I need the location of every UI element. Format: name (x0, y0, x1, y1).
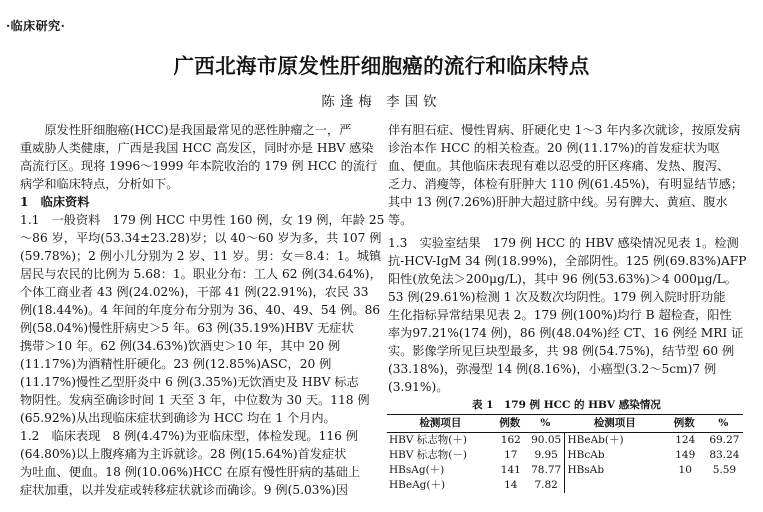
column-header: 检测项目 (387, 415, 494, 433)
paragraph-line: 为吐血、便血。18 例(10.06%)HCC 在原有慢性肝病的基础上 (20, 465, 361, 479)
paragraph-line: 原发性肝细胞癌(HCC)是我国最常见的恶性肿瘤之一，严 (20, 123, 352, 137)
table-cell: HBeAb(＋) (565, 433, 665, 449)
table-cell: 5.59 (712, 464, 737, 476)
column-header: % (526, 415, 565, 433)
table-cell: 69.27 (709, 434, 740, 446)
table-cell: 10 (678, 464, 692, 476)
table-header-row (387, 415, 743, 433)
table-cell: 14 (504, 479, 518, 491)
column-header: 例数 (665, 415, 704, 433)
paragraph-line: 例(58.04%)慢性肝病史＞5 年。63 例(35.19%)HBV 无症状 (20, 321, 354, 335)
table-row (387, 433, 743, 449)
column-header: 检测项目 (565, 415, 665, 433)
paragraph-line: 1.2 临床表现 8 例(4.47%)为亚临床型，体检发现。116 例 (20, 429, 358, 443)
paragraph-line: (64.80%)以上腹疼痛为主诉就诊。28 例(15.64%)首发症状 (20, 447, 347, 461)
paragraph-line: 例(18.44%)。4 年间的年度分布分别为 36、40、49、54 例。86 (20, 303, 381, 317)
paragraph-line: 物阴性。发病至确诊时间 1 天至 3 年，中位数为 30 天。118 例 (20, 393, 370, 407)
table-cell (565, 478, 665, 493)
article-title: 广西北海市原发性肝细胞癌的流行和临床特点 (173, 54, 590, 78)
paragraph-line: (59.78%)；2 例小儿分别为 2 岁、11 岁。男：女＝8.4：1。城镇 (20, 249, 382, 263)
paragraph-line: 个体工商业者 43 例(24.02%)，干部 41 例(22.91%)，农民 33 (20, 285, 369, 299)
paragraph-line: 高流行区。现将 1996～1999 年本院收治的 179 例 HCC 的流行 (20, 159, 378, 173)
paragraph-line: 抗-HCV-IgM 34 例(18.99%)，全部阴性。125 例(69.83%)AFP (388, 254, 747, 268)
paragraph-line: 症状加重，以并发症或转移症状就诊而确诊。9 例(5.03%)因 (20, 483, 348, 497)
table-cell: 149 (675, 449, 696, 461)
table-cell: 90.05 (531, 434, 562, 446)
paragraph-line: 53 例(29.61%)检测 1 次及数次均阴性。179 例入院时肝功能 (388, 290, 726, 304)
table-cell: HBV 标志物(－) (389, 449, 467, 461)
paragraph-line: 等。 (388, 213, 413, 227)
paragraph-line: (11.17%)慢性乙型肝炎中 6 例(3.35%)无饮酒史及 HBV 标志 (20, 375, 359, 389)
paragraph-line: 居民与农民的比例为 5.68：1。职业分布：工人 62 例(34.64%)， (20, 267, 382, 281)
paragraph-line: 携带＞10 年。62 例(34.63%)饮酒史＞10 年，其中 20 例 (20, 339, 341, 353)
paragraph-line: 生化指标异常结果见表 2。179 例(100%)均行 B 超检查，阳性 (388, 308, 732, 322)
table-cell: HBV 标志物(＋) (389, 434, 467, 446)
table-cell: 162 (500, 434, 521, 446)
table-cell: 83.24 (709, 449, 740, 461)
table-cell: HBsAg(＋) (389, 464, 445, 476)
column-header: 例数 (494, 415, 526, 433)
paragraph-line: 乏力、消瘦等，体检有肝肿大 110 例(61.45%)，有明显结节感； (388, 177, 744, 191)
section-heading: 1 临床资料 (20, 195, 90, 209)
table-cell: HBcAb (565, 448, 665, 463)
table-row (387, 463, 743, 478)
table-cell: HBsAb (565, 463, 665, 478)
table-cell: 78.77 (531, 464, 562, 476)
paragraph-line: (65.92%)从出现临床症状到确诊为 HCC 均在 1 个月内。 (20, 411, 336, 425)
paragraph-line: (11.17%)为酒精性肝硬化。23 例(12.85%)ASC，20 例 (20, 357, 332, 371)
paragraph-line: ～86 岁，平均(53.34±23.28)岁；以 40～60 岁为多，共 107 例 (20, 231, 382, 245)
hbv-infection-table (387, 414, 743, 493)
table-cell: HBeAg(＋) (389, 479, 446, 491)
paragraph-line: 1.3 实验室结果 179 例 HCC 的 HBV 感染情况见表 1。检测 (388, 236, 739, 250)
paragraph-line: 其中 13 例(7.26%)肝肿大超过脐中线。另有脾大、黄疸、腹水 (388, 195, 728, 209)
paragraph-line: 1.1 一般资料 179 例 HCC 中男性 160 例，女 19 例，年龄 25 (20, 213, 385, 227)
section-tag: ·临床研究· (6, 19, 66, 33)
table-cell: 9.95 (534, 449, 558, 461)
table-caption: 表 1 179 例 HCC 的 HBV 感染情况 (472, 399, 661, 411)
paragraph-line: 伴有胆石症、慢性胃病、肝硬化史 1～3 年内多次就诊，按原发病 (388, 123, 741, 137)
table-row (387, 448, 743, 463)
paragraph-line: 率为97.21%(174 例)，86 例(48.04%)经 CT、16 例经 MRI 证 (388, 326, 744, 340)
paragraph-line: 重威胁人类健康，广西是我国 HCC 高发区，同时亦是 HBV 感染 (20, 141, 374, 155)
table-row (387, 478, 743, 493)
paragraph-line: 诊治本作 HCC 的相关检查。20 例(11.17%)的首发症状为呕 (388, 141, 720, 155)
table-cell: 124 (675, 434, 696, 446)
table-cell: 7.82 (534, 479, 558, 491)
table-cell (665, 478, 704, 493)
paragraph-line: 实。影像学所见巨块型最多，共 98 例(54.75%)，结节型 60 例 (388, 344, 735, 358)
table-cell: 17 (504, 449, 518, 461)
table-cell (704, 478, 743, 493)
table-cell: 141 (500, 464, 521, 476)
paragraph-line: (3.91%)。 (388, 380, 449, 394)
paragraph-line: (33.18%)，弥漫型 14 例(8.16%)，小癌型(3.2～5cm)7 例 (388, 362, 717, 376)
paragraph-line: 阳性(放免法＞200μg/L)，其中 96 例(53.63%)＞4 000μg/L。 (388, 272, 737, 286)
column-header: % (704, 415, 743, 433)
paragraph-line: 血、便血。其他临床表现有难以忍受的肝区疼痛、发热、腹泻、 (388, 159, 730, 173)
authors: 陈逢梅 李国钦 (321, 94, 442, 110)
paragraph-line: 病学和临床特点，分析如下。 (20, 177, 179, 191)
